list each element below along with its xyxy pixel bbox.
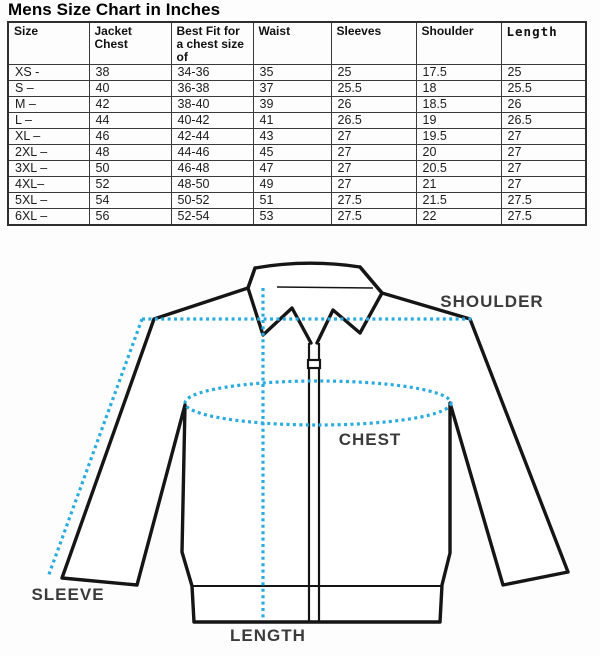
table-cell: 27 bbox=[331, 129, 416, 145]
column-header: Jacket Chest bbox=[89, 22, 171, 65]
table-cell: 20.5 bbox=[416, 161, 501, 177]
table-row bbox=[8, 145, 586, 161]
table-cell: 54 bbox=[89, 193, 171, 209]
table-cell: 5XL – bbox=[8, 193, 89, 209]
table-row bbox=[8, 193, 586, 209]
table-cell: 27 bbox=[501, 177, 586, 193]
table-cell: 48-50 bbox=[171, 177, 253, 193]
table-cell: 41 bbox=[253, 113, 331, 129]
table-row bbox=[8, 113, 586, 129]
table-cell: 25.5 bbox=[331, 81, 416, 97]
table-cell: 44 bbox=[89, 113, 171, 129]
table-cell: 46 bbox=[89, 129, 171, 145]
column-header: Waist bbox=[253, 22, 331, 65]
table-cell: XS - bbox=[8, 65, 89, 81]
table-cell: 19 bbox=[416, 113, 501, 129]
table-cell: S – bbox=[8, 81, 89, 97]
table-cell: 52-54 bbox=[171, 209, 253, 226]
table-cell: 39 bbox=[253, 97, 331, 113]
length-label: LENGTH bbox=[230, 626, 306, 645]
table-cell: 27 bbox=[331, 145, 416, 161]
table-cell: 19.5 bbox=[416, 129, 501, 145]
table-cell: 26.5 bbox=[501, 113, 586, 129]
table-cell: 42 bbox=[89, 97, 171, 113]
table-cell: 50-52 bbox=[171, 193, 253, 209]
table-cell: 21.5 bbox=[416, 193, 501, 209]
table-cell: 2XL – bbox=[8, 145, 89, 161]
table-cell: 27.5 bbox=[501, 209, 586, 226]
table-cell: 49 bbox=[253, 177, 331, 193]
table-cell: 27.5 bbox=[331, 193, 416, 209]
column-header: Sleeves bbox=[331, 22, 416, 65]
table-cell: 27 bbox=[331, 177, 416, 193]
table-cell: 43 bbox=[253, 129, 331, 145]
table-cell: 52 bbox=[89, 177, 171, 193]
table-cell: 27 bbox=[331, 161, 416, 177]
table-cell: 53 bbox=[253, 209, 331, 226]
table-row bbox=[8, 161, 586, 177]
table-cell: 25.5 bbox=[501, 81, 586, 97]
size-table-body bbox=[8, 65, 586, 226]
table-cell: 56 bbox=[89, 209, 171, 226]
table-cell: L – bbox=[8, 113, 89, 129]
column-header: Length bbox=[501, 22, 586, 65]
table-cell: 26 bbox=[331, 97, 416, 113]
table-cell: 3XL – bbox=[8, 161, 89, 177]
table-cell: XL – bbox=[8, 129, 89, 145]
table-cell: 27 bbox=[501, 161, 586, 177]
table-row bbox=[8, 65, 586, 81]
table-cell: 40-42 bbox=[171, 113, 253, 129]
table-cell: 42-44 bbox=[171, 129, 253, 145]
table-cell: 4XL– bbox=[8, 177, 89, 193]
table-cell: 26.5 bbox=[331, 113, 416, 129]
table-cell: 46-48 bbox=[171, 161, 253, 177]
table-cell: 50 bbox=[89, 161, 171, 177]
table-cell: 22 bbox=[416, 209, 501, 226]
table-row bbox=[8, 209, 586, 226]
table-cell: 38 bbox=[89, 65, 171, 81]
table-row bbox=[8, 129, 586, 145]
table-cell: 37 bbox=[253, 81, 331, 97]
shoulder-label: SHOULDER bbox=[440, 292, 544, 311]
table-cell: 34-36 bbox=[171, 65, 253, 81]
table-cell: 51 bbox=[253, 193, 331, 209]
table-cell: 27.5 bbox=[501, 193, 586, 209]
column-header: Size bbox=[8, 22, 89, 65]
table-cell: 27.5 bbox=[331, 209, 416, 226]
table-cell: 40 bbox=[89, 81, 171, 97]
table-cell: 27 bbox=[501, 145, 586, 161]
sleeve-label: SLEEVE bbox=[31, 585, 105, 604]
size-table bbox=[7, 21, 587, 226]
table-row bbox=[8, 97, 586, 113]
table-cell: 25 bbox=[331, 65, 416, 81]
page-title: Mens Size Chart in Inches bbox=[8, 0, 221, 19]
jacket-outline bbox=[62, 263, 568, 622]
table-cell: M – bbox=[8, 97, 89, 113]
size-table-header-row bbox=[8, 22, 586, 65]
table-cell: 35 bbox=[253, 65, 331, 81]
table-cell: 38-40 bbox=[171, 97, 253, 113]
table-cell: 27 bbox=[501, 129, 586, 145]
table-cell: 17.5 bbox=[416, 65, 501, 81]
table-cell: 18 bbox=[416, 81, 501, 97]
column-header: Shoulder bbox=[416, 22, 501, 65]
table-cell: 25 bbox=[501, 65, 586, 81]
column-header: Best Fit for a chest size of bbox=[171, 22, 253, 65]
table-cell: 45 bbox=[253, 145, 331, 161]
table-row bbox=[8, 81, 586, 97]
table-cell: 26 bbox=[501, 97, 586, 113]
table-cell: 44-46 bbox=[171, 145, 253, 161]
jacket-measurement-diagram bbox=[0, 240, 600, 656]
table-row bbox=[8, 177, 586, 193]
table-cell: 21 bbox=[416, 177, 501, 193]
chest-label: CHEST bbox=[338, 430, 402, 449]
zipper-slider bbox=[308, 360, 320, 368]
table-cell: 18.5 bbox=[416, 97, 501, 113]
collar-fold-line bbox=[277, 287, 373, 288]
table-cell: 47 bbox=[253, 161, 331, 177]
table-cell: 20 bbox=[416, 145, 501, 161]
table-cell: 36-38 bbox=[171, 81, 253, 97]
table-cell: 48 bbox=[89, 145, 171, 161]
table-cell: 6XL – bbox=[8, 209, 89, 226]
